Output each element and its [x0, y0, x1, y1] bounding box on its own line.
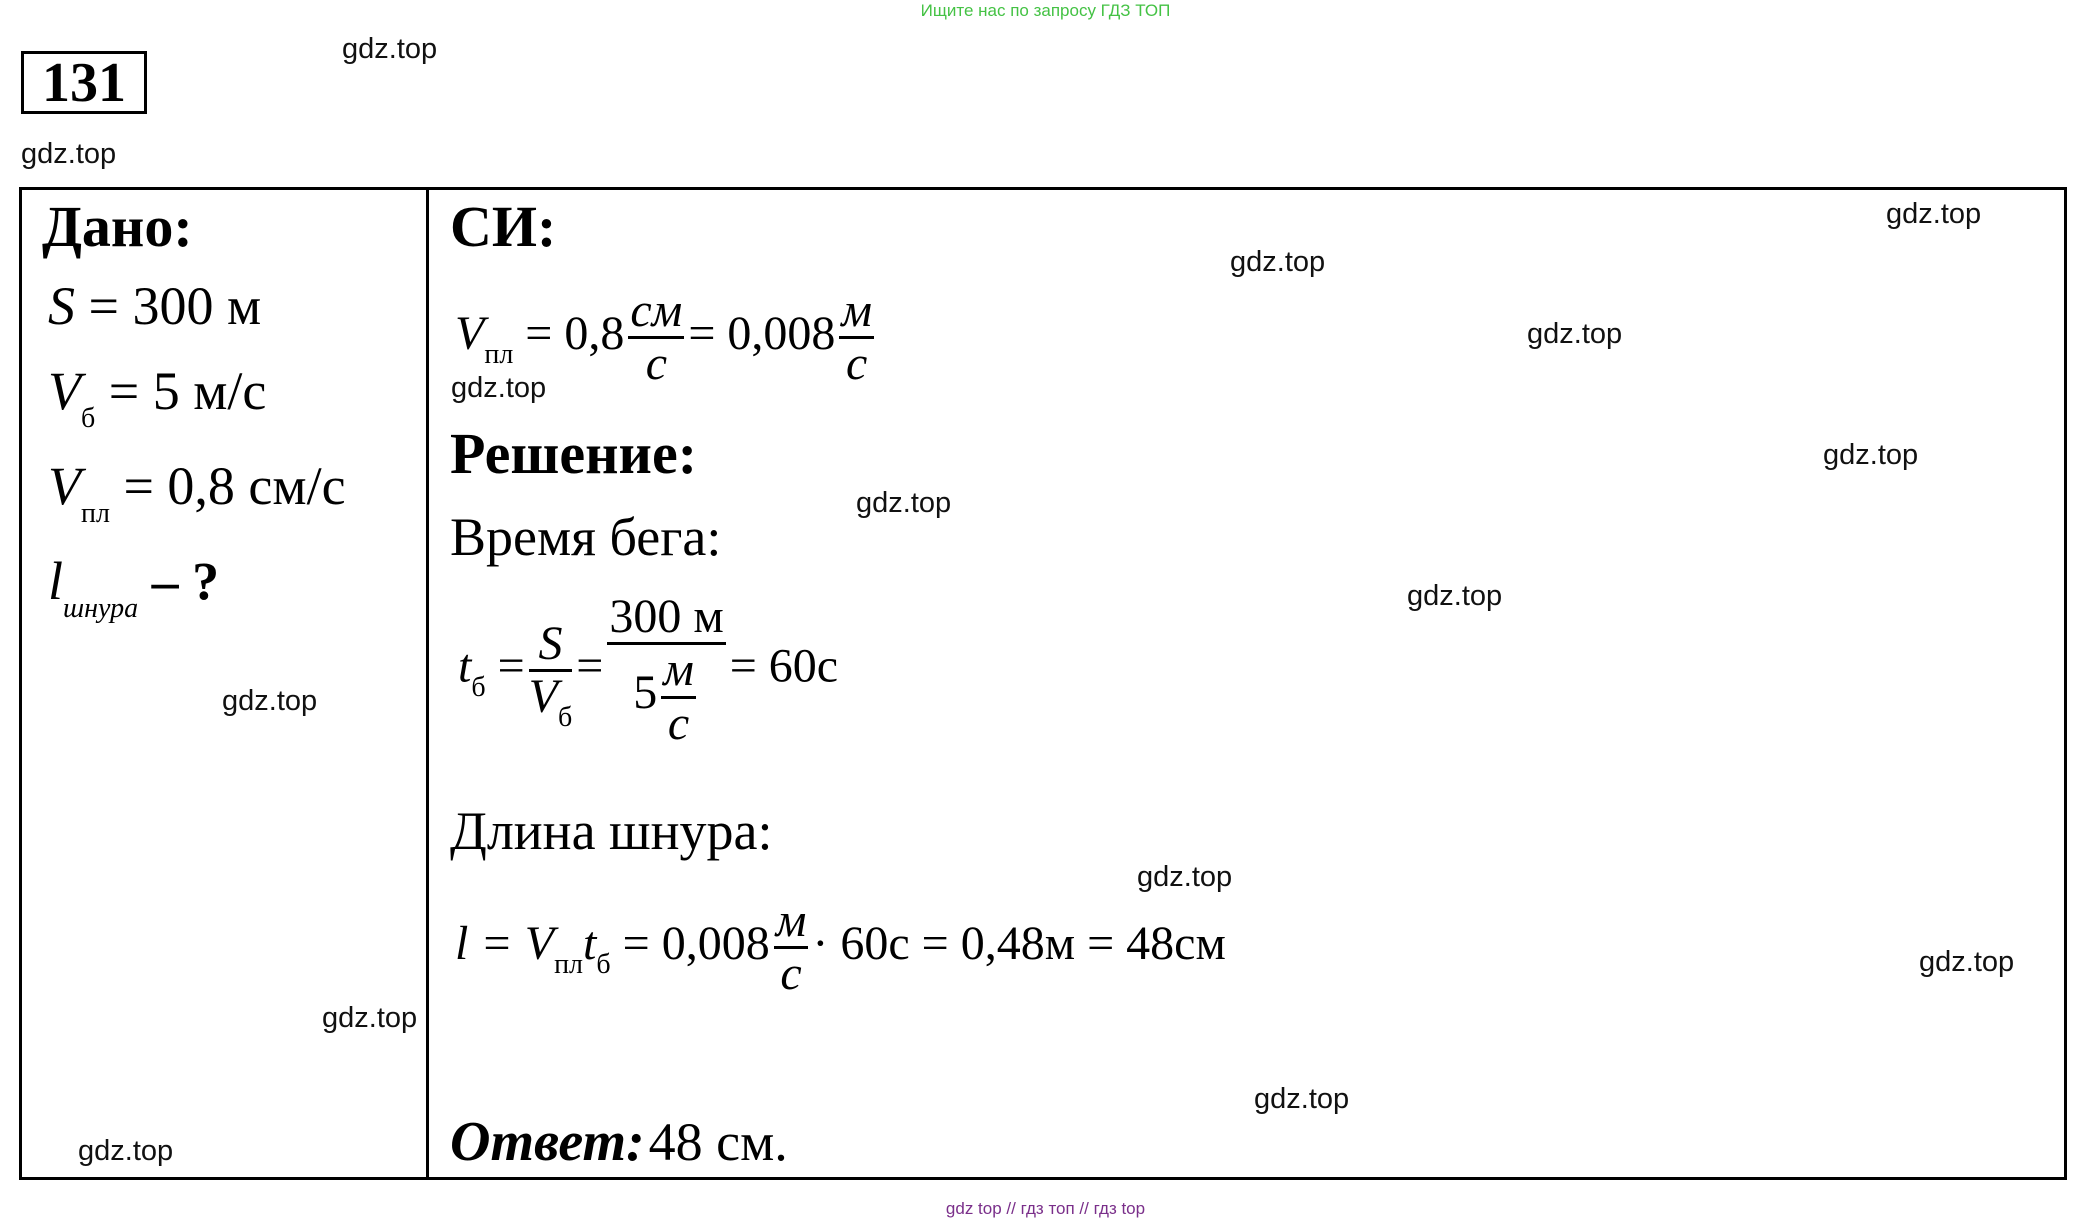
cord-frac-denominator: с [780, 947, 802, 1001]
cord-tail: · 60с = 0,48м = 48см [812, 916, 1226, 970]
frac-300-den-numerator: м [661, 645, 696, 698]
frac-300-numerator: 300 м [607, 592, 725, 645]
cord-rhs-t: t [583, 916, 597, 970]
si-frac1-denominator: с [645, 337, 667, 391]
watermark: gdz.top [1137, 861, 1233, 893]
time-subscript: б [471, 671, 486, 703]
fraction-300m-over-5ms [607, 592, 725, 749]
si-fraction-m-s [839, 286, 874, 390]
top-banner: Ищите нас по запросу ГДЗ ТОП [920, 1, 1171, 20]
frac-300-den-denominator: с [667, 696, 690, 750]
frac-s-denominator-sub: б [558, 702, 573, 734]
watermark: gdz.top [1527, 318, 1623, 350]
watermark: gdz.top [222, 685, 318, 717]
run-speed-subscript: б [81, 403, 96, 434]
watermark: gdz.top [1886, 198, 1982, 230]
frac-s-numerator: S [529, 619, 573, 672]
si-fraction-cm-s [628, 286, 684, 390]
cord-length-label: Длина шнура: [450, 801, 773, 861]
watermark: gdz.top [451, 372, 547, 404]
answer-label: Ответ: [450, 1111, 645, 1173]
si-heading: СИ: [450, 194, 557, 259]
cord-rhs-sub1: пл [554, 948, 584, 980]
problem-number: 131 [21, 51, 147, 114]
distance-symbol: S [48, 276, 75, 336]
raft-speed-symbol: V [48, 456, 81, 516]
run-time-formula [458, 592, 838, 749]
given-distance [48, 275, 261, 337]
watermark: gdz.top [1407, 580, 1503, 612]
eq-a: = [497, 639, 525, 693]
watermark: gdz.top [78, 1135, 174, 1167]
run-time-result: = 60с [729, 639, 839, 693]
solution-heading: Решение: [450, 421, 698, 486]
si-v-symbol: V [455, 306, 485, 360]
cord-length-query: – ? [151, 551, 220, 611]
given-cord-length [48, 550, 220, 624]
si-v-subscript: пл [484, 338, 514, 370]
si-frac2-numerator: м [839, 286, 874, 339]
run-speed-value: = 5 м/с [108, 361, 267, 421]
watermark: gdz.top [1230, 246, 1326, 278]
raft-speed-subscript: пл [81, 498, 110, 529]
cord-eq2: = 0,008 [622, 916, 770, 970]
time-symbol: t [458, 639, 472, 693]
distance-value: = 300 м [88, 276, 262, 336]
si-frac2-denominator: с [846, 337, 868, 391]
frac-300-den-coef: 5 [633, 666, 658, 720]
run-time-label: Время бега: [450, 507, 722, 567]
cord-length-formula [455, 896, 1226, 1000]
watermark: gdz.top [1823, 439, 1919, 471]
cord-frac-numerator: м [774, 896, 809, 949]
watermark: gdz.top [1919, 946, 2015, 978]
answer-value: 48 см. [648, 1112, 788, 1172]
given-raft-speed [48, 455, 346, 529]
raft-speed-value: = 0,8 см/с [123, 456, 346, 516]
cord-length-symbol: l [48, 551, 64, 611]
watermark: gdz.top [322, 1002, 418, 1034]
watermark: gdz.top [342, 33, 438, 65]
given-heading: Дано: [42, 194, 193, 259]
frac-300-den-fraction [661, 645, 696, 749]
watermark: gdz.top [1254, 1083, 1350, 1115]
si-frac1-numerator: см [628, 286, 684, 339]
column-divider [426, 189, 429, 1178]
cord-length-subscript: шнура [63, 593, 139, 624]
cord-rhs-v: = V [480, 916, 555, 970]
answer [450, 1110, 788, 1174]
frac-s-denominator: V [528, 670, 558, 724]
cord-rhs-sub2: б [596, 948, 611, 980]
cord-l-symbol: l [455, 916, 469, 970]
eq-b: = [576, 639, 604, 693]
run-speed-symbol: V [48, 361, 81, 421]
cord-fraction-m-s [774, 896, 809, 1000]
footer-links: gdz top // гдз топ // гдз top [945, 1199, 1146, 1218]
given-run-speed [48, 360, 267, 434]
watermark: gdz.top [21, 138, 117, 170]
si-eq1: = 0,8 [525, 306, 625, 360]
fraction-s-over-v [528, 616, 573, 734]
watermark: gdz.top [856, 487, 952, 519]
si-eq2: = 0,008 [688, 306, 836, 360]
